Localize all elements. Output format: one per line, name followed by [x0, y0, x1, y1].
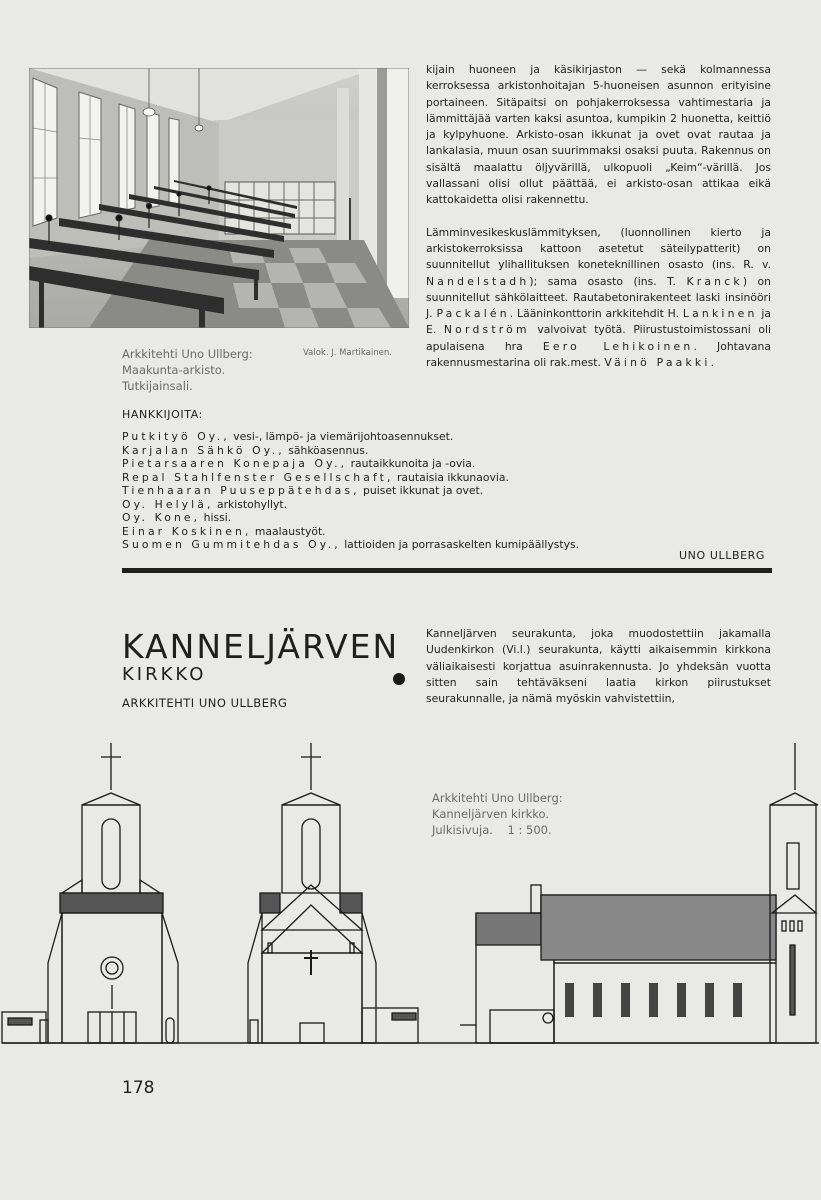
section-divider [122, 568, 772, 573]
suppliers-list [122, 430, 772, 552]
photo-caption [122, 346, 253, 394]
photo-caption-line1: Arkkitehti Uno Ullberg: [122, 347, 253, 361]
church-elevations-drawing [0, 735, 821, 1055]
supplier-row: Einar Koskinen, maalaustyöt. [122, 524, 326, 538]
article-subtitle: KIRKKO [122, 664, 207, 685]
supplier-row: Tienhaaran Puuseppätehdas, puiset ikkunat ja ovet. [122, 484, 484, 497]
article-intro: Kanneljärven seurakunta, joka muodostettiin jakamalla Uudenkirkon (Vi.l.) seurakunta, käytti aikaisemmin kirkkona väliaikaisesti korjattua asuinrakennusta. Jo yhdeksän vuotta sitten sain tehtäväkseni laatia kirkon piirustukset seurakunnalle, ja nämä myöskin vahvistettiin, [426, 627, 771, 706]
page-number: 178 [122, 1078, 155, 1098]
drawing-scale: 1 : 500. [507, 823, 552, 837]
drawing-caption [432, 790, 563, 838]
photo-credit: Valok. J. Martikainen. [303, 348, 392, 358]
name-nordstrom: Nordström [443, 323, 530, 337]
drawing-caption-line1: Arkkitehti Uno Ullberg: [432, 791, 563, 805]
name-lankinen: Lankinen [682, 307, 758, 321]
bullet-dot [393, 673, 405, 685]
supplier-row: Suomen Gummitehdas Oy., lattioiden ja porrasaskelten kumipäällystys. [122, 538, 580, 551]
supplier-row: Oy. Kone, hissi. [122, 511, 232, 524]
supplier-row: Karjalan Sähkö Oy., sähköasennus. [122, 443, 369, 457]
photo-caption-line2: Maakunta-arkisto. [122, 363, 226, 377]
supplier-row: Repal Stahlfenster Gesellschaft, rautaisia ikkunaovia. [122, 470, 509, 484]
drawing-caption-line2: Kanneljärven kirkko. [432, 807, 550, 821]
supplier-row: Putkityö Oy., vesi-, lämpö- ja viemärijohtoasennukset. [122, 430, 454, 443]
article-author: ARKKITEHTI UNO ULLBERG [122, 696, 288, 710]
photo-caption-line3: Tutkijainsali. [122, 379, 193, 393]
suppliers-heading: HANKKIJOITA: [122, 408, 203, 421]
name-lehikoinen: Eero Lehikoinen [542, 339, 694, 353]
drawing-caption-line3: Julkisivuja. 1 : 500. [432, 823, 552, 837]
supplier-row: Pietarsaaren Konepaja Oy., rautaikkunoita ja -ovia. [122, 457, 476, 470]
paragraph-1: kijain huoneen ja käsikirjaston — sekä kolmannessa kerroksessa arkistonhoitajan 5-huoneisen asunnon erityisine portaineen. Sitäpaitsi on pohjakerroksessa vahtimestaria ja lämmittäjää varten kaksi asuntoa, kumpikin 2 huonetta, keittiö ja kylpyhuone. Arkisto-osan ikkunat ja ovet ovat rautaa ja lankalasia, muun osan suurimmaksi osaksi puuta. Rakennus on sisältä maalattu öljyvärillä, ulkopuoli „Keim“-värillä. Jos vallassani olisi ollut päättää, ei arkisto-osan attikaa eikä kattokaidetta olisi rakennettu. [426, 63, 771, 207]
name-paakki: Väinö Paakki [604, 356, 711, 370]
article-title: KANNELJÄRVEN [122, 627, 400, 666]
reading-room-photo [29, 68, 409, 328]
right-column-text [426, 62, 771, 371]
author-signature: UNO ULLBERG [679, 549, 766, 562]
name-packalen: Packalén [436, 307, 510, 321]
supplier-row: Oy. Helylä, arkistohyllyt. [122, 497, 288, 511]
name-kranck: Kranck [686, 274, 743, 288]
paragraph-2: Lämminvesikeskuslämmityksen, (luonnollinen kierto ja arkistokerroksissa kattoon asetetut säteilypatterit) on suunnitellut ylihallituksen koneteknillinen osasto (ins. R. v. Nandelstadh); sama osasto (ins. T. Kranck) on suunnitellut sähkölaitteet. Rautabetonirakenteet laski insinööri J. Packalén. Lääninkonttorin arkkitehdit H. Lankinen ja E. Nordström valvoivat työtä. Piirustustoimistossani oli apulaisena hra Eero Lehikoinen. Johtavana rakennusmestarina oli rak.mest. Väinö Paakki. [426, 225, 771, 370]
name-nandelstadh: Nandelstadh [426, 274, 530, 288]
